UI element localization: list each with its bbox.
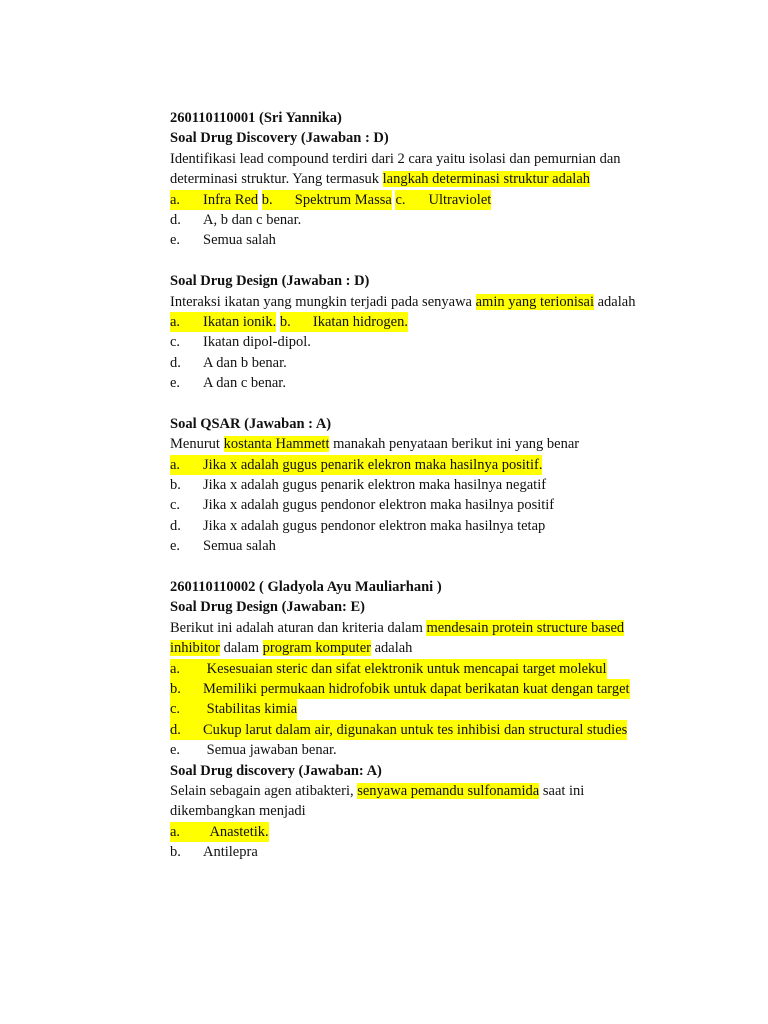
spacer: [170, 393, 730, 413]
option-text: Memiliki permukaan hidrofobik untuk dapat berikatan kuat dengan target: [203, 680, 630, 697]
highlighted-text: mendesain protein structure based: [426, 619, 625, 636]
option-label: a.: [170, 191, 181, 208]
answer-option-b: [280, 312, 408, 332]
answer-option-d: [170, 210, 730, 230]
option-text: Ultraviolet: [428, 191, 492, 208]
option-label: e.: [170, 375, 181, 392]
answer-option-d: [170, 353, 730, 373]
question-title-drug-discovery: Soal Drug discovery (Jawaban: A): [170, 762, 382, 779]
option-label: e.: [170, 742, 181, 759]
option-text: Infra Red: [203, 191, 259, 208]
option-text: Spektrum Massa: [294, 191, 392, 208]
highlighted-text: amin yang terionisai: [475, 293, 594, 310]
option-text: Stabilitas kimia: [203, 701, 298, 718]
answer-option-b: [170, 679, 630, 699]
option-label: e.: [170, 538, 181, 555]
question-text-line: [170, 638, 730, 658]
question-title-drug-design: Soal Drug Design (Jawaban : D): [170, 273, 370, 290]
answer-option-e: [170, 230, 730, 250]
option-label: a.: [170, 456, 181, 473]
option-text: Semua jawaban benar.: [203, 742, 337, 759]
option-text: Jika x adalah gugus pendonor elektron maka hasilnya positif: [203, 497, 555, 514]
answer-option-a: [170, 312, 276, 332]
option-label: b.: [261, 191, 273, 208]
answer-option-c: [395, 190, 491, 210]
highlighted-text: langkah determinasi struktur adalah: [382, 171, 591, 188]
question-text: Selain sebagain agen atibakteri,: [170, 782, 358, 799]
question-text: adalah: [594, 293, 636, 310]
highlighted-text: kostanta Hammett: [223, 436, 330, 453]
spacer: [170, 251, 730, 271]
answer-option-b: [170, 475, 730, 495]
option-text: A, b dan c benar.: [203, 211, 302, 228]
page-content: [170, 108, 730, 862]
question-text: saat ini: [539, 782, 585, 799]
answer-option-a: [170, 455, 542, 475]
question-text-line: dikembangkan menjadi: [170, 803, 306, 820]
option-label: d.: [170, 721, 181, 738]
option-label: b.: [279, 313, 291, 330]
option-text: Ikatan dipol-dipol.: [203, 334, 311, 351]
option-text: Kesesuaian steric dan sifat elektronik untuk mencapai target molekul: [203, 660, 607, 677]
answer-option-a: [170, 822, 269, 842]
question-text-line: [170, 434, 730, 454]
question-text: determinasi struktur. Yang termasuk: [170, 171, 383, 188]
highlighted-text: inhibitor: [170, 640, 220, 657]
option-label: e.: [170, 232, 181, 249]
answer-option-e: [170, 373, 730, 393]
option-text: Ikatan hidrogen.: [312, 313, 408, 330]
option-label: a.: [170, 313, 181, 330]
answer-option-b: [170, 842, 730, 862]
highlighted-text: senyawa pemandu sulfonamida: [357, 782, 540, 799]
option-label: a.: [170, 823, 181, 840]
answer-option-d: [170, 516, 730, 536]
option-text: Jika x adalah gugus pendonor elektron maka hasilnya tetap: [203, 517, 546, 534]
option-label: d.: [170, 211, 181, 228]
highlighted-text: program komputer: [262, 640, 371, 657]
question-text-line: [170, 618, 730, 638]
answer-option-e: [170, 536, 730, 556]
option-label: d.: [170, 517, 181, 534]
option-label: c.: [395, 191, 406, 208]
student-header-2: 260110110002 ( Gladyola Ayu Mauliarhani ): [170, 578, 442, 595]
option-label: a.: [170, 660, 181, 677]
option-text: Semua salah: [203, 232, 276, 249]
option-text: Anastetik.: [203, 823, 269, 840]
question-title-qsar: Soal QSAR (Jawaban : A): [170, 415, 332, 432]
option-label: b.: [170, 844, 181, 861]
question-text: adalah: [370, 640, 413, 657]
option-label: d.: [170, 354, 181, 371]
question-title-drug-design: Soal Drug Design (Jawaban: E): [170, 599, 365, 616]
option-text: Cukup larut dalam air, digunakan untuk tes inhibisi dan structural studies: [203, 721, 628, 738]
question-text-line: [170, 781, 730, 801]
option-text: Semua salah: [203, 538, 276, 555]
option-text: Ikatan ionik.: [203, 313, 277, 330]
answer-option-b: [262, 190, 392, 210]
answer-option-c: [170, 699, 297, 719]
option-text: A dan b benar.: [203, 354, 287, 371]
answer-option-d: [170, 720, 627, 740]
question-text: Berikut ini adalah aturan dan kriteria dalam: [170, 619, 427, 636]
answer-option-e: [170, 740, 730, 760]
option-label: b.: [170, 680, 181, 697]
question-text-line: [170, 169, 730, 189]
question-text: manakah penyataan berikut ini yang benar: [329, 436, 580, 453]
question-text-line: [170, 292, 730, 312]
option-label: c.: [170, 701, 181, 718]
spacer: [170, 557, 730, 577]
option-label: c.: [170, 497, 181, 514]
answer-option-c: [170, 332, 730, 352]
answer-option-c: [170, 495, 730, 515]
option-label: b.: [170, 477, 181, 494]
answer-option-a: [170, 190, 258, 210]
option-text: A dan c benar.: [203, 375, 286, 392]
option-text: Antilepra: [203, 844, 258, 861]
option-label: c.: [170, 334, 181, 351]
question-text: dalam: [219, 640, 263, 657]
question-title-drug-discovery: Soal Drug Discovery (Jawaban : D): [170, 130, 389, 147]
student-header-1: 260110110001 (Sri Yannika): [170, 110, 342, 126]
option-text: Jika x adalah gugus penarik elekron maka hasilnya positif.: [203, 456, 543, 473]
question-text: Menurut: [170, 436, 224, 453]
question-text: Interaksi ikatan yang mungkin terjadi pada senyawa: [170, 293, 476, 310]
option-text: Jika x adalah gugus penarik elektron maka hasilnya negatif: [203, 477, 547, 494]
answer-option-a: [170, 659, 607, 679]
question-text-line: Identifikasi lead compound terdiri dari 2 cara yaitu isolasi dan pemurnian dan: [170, 150, 621, 167]
